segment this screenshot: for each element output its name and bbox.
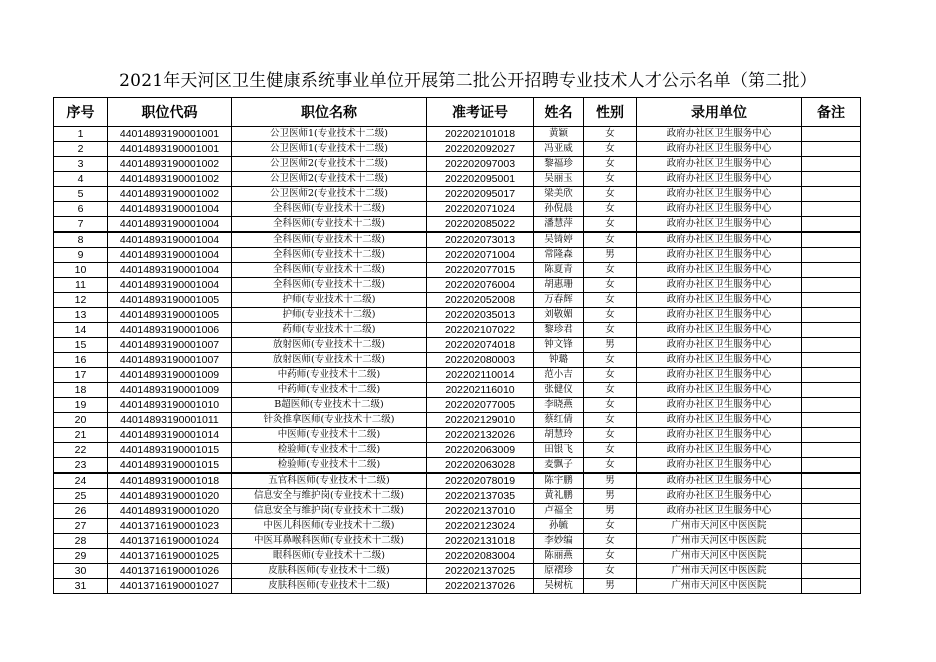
table-row	[54, 353, 861, 368]
position-code-cell: 44013716190001024	[108, 534, 232, 549]
gender-cell: 女	[584, 142, 637, 157]
position-name-cell: 全科医师(专业技术十二级)	[232, 278, 427, 293]
position-name-cell: 药师(专业技术十二级)	[232, 323, 427, 338]
gender-cell: 女	[584, 127, 637, 142]
exam-number-cell: 202202131018	[427, 534, 534, 549]
table-row	[54, 187, 861, 202]
exam-number-cell: 202202097003	[427, 157, 534, 172]
position-code-cell: 44014893190001006	[108, 323, 232, 338]
candidate-name-cell: 刘敬媚	[534, 308, 584, 323]
table-row	[54, 293, 861, 308]
header-cell: 序号	[54, 98, 108, 127]
position-code-cell: 44013716190001025	[108, 549, 232, 564]
position-code-cell: 44014893190001004	[108, 263, 232, 278]
candidate-name-cell: 冯亚威	[534, 142, 584, 157]
candidate-name-cell: 田银飞	[534, 443, 584, 458]
row-index-cell: 19	[54, 398, 108, 413]
exam-number-cell: 202202107022	[427, 323, 534, 338]
exam-number-cell: 202202074018	[427, 338, 534, 353]
exam-number-cell: 202202085022	[427, 217, 534, 233]
position-name-cell: 皮肤科医师(专业技术十二级)	[232, 564, 427, 579]
position-name-cell: 中医耳鼻喉科医师(专业技术十二级)	[232, 534, 427, 549]
candidate-name-cell: 陈夏青	[534, 263, 584, 278]
row-index-cell: 21	[54, 428, 108, 443]
exam-number-cell: 202202132026	[427, 428, 534, 443]
remark-cell	[802, 293, 861, 308]
candidate-name-cell: 胡惠珊	[534, 278, 584, 293]
hiring-unit-cell: 政府办社区卫生服务中心	[637, 413, 802, 428]
exam-number-cell: 202202078019	[427, 473, 534, 489]
hiring-unit-cell: 政府办社区卫生服务中心	[637, 398, 802, 413]
position-code-cell: 44014893190001001	[108, 127, 232, 142]
position-name-cell: 公卫医师2(专业技术十二级)	[232, 187, 427, 202]
hiring-unit-cell: 政府办社区卫生服务中心	[637, 202, 802, 217]
remark-cell	[802, 187, 861, 202]
row-index-cell: 22	[54, 443, 108, 458]
gender-cell: 女	[584, 308, 637, 323]
remark-cell	[802, 263, 861, 278]
table-row	[54, 217, 861, 233]
candidate-name-cell: 麦飘子	[534, 458, 584, 474]
position-code-cell: 44014893190001018	[108, 473, 232, 489]
candidate-name-cell: 潘慧萍	[534, 217, 584, 233]
remark-cell	[802, 413, 861, 428]
position-code-cell: 44014893190001009	[108, 368, 232, 383]
remark-cell	[802, 398, 861, 413]
hiring-unit-cell: 政府办社区卫生服务中心	[637, 293, 802, 308]
remark-cell	[802, 157, 861, 172]
row-index-cell: 30	[54, 564, 108, 579]
remark-cell	[802, 473, 861, 489]
exam-number-cell: 202202092027	[427, 142, 534, 157]
remark-cell	[802, 368, 861, 383]
gender-cell: 女	[584, 172, 637, 187]
exam-number-cell: 202202101018	[427, 127, 534, 142]
row-index-cell: 28	[54, 534, 108, 549]
table-row	[54, 489, 861, 504]
hiring-unit-cell: 政府办社区卫生服务中心	[637, 127, 802, 142]
gender-cell: 男	[584, 579, 637, 594]
exam-number-cell: 202202076004	[427, 278, 534, 293]
gender-cell: 女	[584, 232, 637, 248]
header-cell: 职位代码	[108, 98, 232, 127]
table-row	[54, 142, 861, 157]
hiring-unit-cell: 政府办社区卫生服务中心	[637, 368, 802, 383]
candidate-name-cell: 李晓燕	[534, 398, 584, 413]
row-index-cell: 20	[54, 413, 108, 428]
table-row	[54, 519, 861, 534]
gender-cell: 女	[584, 519, 637, 534]
remark-cell	[802, 549, 861, 564]
row-index-cell: 25	[54, 489, 108, 504]
gender-cell: 女	[584, 263, 637, 278]
position-code-cell: 44014893190001004	[108, 278, 232, 293]
hiring-unit-cell: 政府办社区卫生服务中心	[637, 338, 802, 353]
candidate-name-cell: 蔡红倩	[534, 413, 584, 428]
page-title: 2021年天河区卫生健康系统事业单位开展第二批公开招聘专业技术人才公示名单（第二批）	[119, 71, 817, 91]
candidate-name-cell: 黎福珍	[534, 157, 584, 172]
position-name-cell: 全科医师(专业技术十二级)	[232, 202, 427, 217]
position-code-cell: 44014893190001005	[108, 308, 232, 323]
position-name-cell: 中医儿科医师(专业技术十二级)	[232, 519, 427, 534]
table-row	[54, 202, 861, 217]
exam-number-cell: 202202095001	[427, 172, 534, 187]
gender-cell: 女	[584, 413, 637, 428]
hiring-unit-cell: 政府办社区卫生服务中心	[637, 248, 802, 263]
position-code-cell: 44014893190001020	[108, 489, 232, 504]
gender-cell: 女	[584, 293, 637, 308]
remark-cell	[802, 383, 861, 398]
remark-cell	[802, 579, 861, 594]
hiring-unit-cell: 政府办社区卫生服务中心	[637, 473, 802, 489]
position-code-cell: 44014893190001002	[108, 172, 232, 187]
gender-cell: 女	[584, 278, 637, 293]
exam-number-cell: 202202123024	[427, 519, 534, 534]
position-code-cell: 44014893190001007	[108, 353, 232, 368]
remark-cell	[802, 308, 861, 323]
row-index-cell: 26	[54, 504, 108, 519]
candidate-name-cell: 吴树杭	[534, 579, 584, 594]
remark-cell	[802, 217, 861, 233]
candidate-name-cell: 黄礼鹏	[534, 489, 584, 504]
header-cell: 性别	[584, 98, 637, 127]
gender-cell: 女	[584, 157, 637, 172]
position-name-cell: 中医师(专业技术十二级)	[232, 428, 427, 443]
exam-number-cell: 202202073013	[427, 232, 534, 248]
row-index-cell: 6	[54, 202, 108, 217]
position-name-cell: 信息安全与维护岗(专业技术十二级)	[232, 504, 427, 519]
gender-cell: 女	[584, 443, 637, 458]
table-row	[54, 443, 861, 458]
remark-cell	[802, 504, 861, 519]
candidate-name-cell: 钟文锋	[534, 338, 584, 353]
exam-number-cell: 202202137025	[427, 564, 534, 579]
position-code-cell: 44014893190001011	[108, 413, 232, 428]
position-code-cell: 44014893190001004	[108, 248, 232, 263]
position-name-cell: 公卫医师2(专业技术十二级)	[232, 157, 427, 172]
remark-cell	[802, 338, 861, 353]
row-index-cell: 4	[54, 172, 108, 187]
exam-number-cell: 202202063028	[427, 458, 534, 474]
gender-cell: 女	[584, 398, 637, 413]
candidate-name-cell: 梁美欣	[534, 187, 584, 202]
position-code-cell: 44014893190001007	[108, 338, 232, 353]
header-cell: 备注	[802, 98, 861, 127]
table-row	[54, 157, 861, 172]
remark-cell	[802, 232, 861, 248]
gender-cell: 女	[584, 428, 637, 443]
hiring-unit-cell: 政府办社区卫生服务中心	[637, 489, 802, 504]
hiring-unit-cell: 政府办社区卫生服务中心	[637, 187, 802, 202]
hiring-unit-cell: 政府办社区卫生服务中心	[637, 383, 802, 398]
header-cell: 录用单位	[637, 98, 802, 127]
candidate-name-cell: 陈宇鹏	[534, 473, 584, 489]
position-name-cell: 公卫医师2(专业技术十二级)	[232, 172, 427, 187]
remark-cell	[802, 202, 861, 217]
remark-cell	[802, 443, 861, 458]
candidate-name-cell: 李妙编	[534, 534, 584, 549]
exam-number-cell: 202202071024	[427, 202, 534, 217]
position-name-cell: 放射医师(专业技术十二级)	[232, 338, 427, 353]
candidate-name-cell: 原褶珍	[534, 564, 584, 579]
candidate-name-cell: 吴丽玉	[534, 172, 584, 187]
row-index-cell: 14	[54, 323, 108, 338]
table-row	[54, 278, 861, 293]
exam-number-cell: 202202095017	[427, 187, 534, 202]
hiring-unit-cell: 政府办社区卫生服务中心	[637, 458, 802, 474]
remark-cell	[802, 489, 861, 504]
table-row	[54, 323, 861, 338]
hiring-unit-cell: 广州市天河区中医医院	[637, 549, 802, 564]
exam-number-cell: 202202116010	[427, 383, 534, 398]
table-row	[54, 248, 861, 263]
gender-cell: 女	[584, 202, 637, 217]
remark-cell	[802, 428, 861, 443]
gender-cell: 女	[584, 353, 637, 368]
exam-number-cell: 202202071004	[427, 248, 534, 263]
exam-number-cell: 202202129010	[427, 413, 534, 428]
position-code-cell: 44014893190001014	[108, 428, 232, 443]
table-row	[54, 127, 861, 142]
gender-cell: 女	[584, 323, 637, 338]
position-name-cell: 护师(专业技术十二级)	[232, 308, 427, 323]
position-code-cell: 44014893190001009	[108, 383, 232, 398]
position-name-cell: 全科医师(专业技术十二级)	[232, 263, 427, 278]
exam-number-cell: 202202110014	[427, 368, 534, 383]
position-name-cell: 护师(专业技术十二级)	[232, 293, 427, 308]
row-index-cell: 12	[54, 293, 108, 308]
position-code-cell: 44013716190001026	[108, 564, 232, 579]
position-code-cell: 44013716190001023	[108, 519, 232, 534]
remark-cell	[802, 458, 861, 474]
hiring-unit-cell: 政府办社区卫生服务中心	[637, 308, 802, 323]
remark-cell	[802, 172, 861, 187]
gender-cell: 男	[584, 338, 637, 353]
hiring-unit-cell: 政府办社区卫生服务中心	[637, 263, 802, 278]
position-code-cell: 44014893190001004	[108, 217, 232, 233]
header-cell: 准考证号	[427, 98, 534, 127]
row-index-cell: 23	[54, 458, 108, 474]
exam-number-cell: 202202035013	[427, 308, 534, 323]
gender-cell: 男	[584, 473, 637, 489]
exam-number-cell: 202202137010	[427, 504, 534, 519]
table-row	[54, 413, 861, 428]
remark-cell	[802, 127, 861, 142]
position-name-cell: 五官科医师(专业技术十二级)	[232, 473, 427, 489]
gender-cell: 女	[584, 217, 637, 233]
hiring-unit-cell: 政府办社区卫生服务中心	[637, 172, 802, 187]
candidate-name-cell: 万春辉	[534, 293, 584, 308]
position-name-cell: 眼科医师(专业技术十二级)	[232, 549, 427, 564]
position-code-cell: 44014893190001004	[108, 202, 232, 217]
header-row	[54, 98, 861, 127]
remark-cell	[802, 564, 861, 579]
position-code-cell: 44014893190001005	[108, 293, 232, 308]
candidate-name-cell: 胡慧玲	[534, 428, 584, 443]
table-row	[54, 338, 861, 353]
row-index-cell: 8	[54, 232, 108, 248]
hiring-unit-cell: 政府办社区卫生服务中心	[637, 142, 802, 157]
position-name-cell: 针灸推拿医师(专业技术十二级)	[232, 413, 427, 428]
hiring-unit-cell: 政府办社区卫生服务中心	[637, 353, 802, 368]
header-cell: 姓名	[534, 98, 584, 127]
row-index-cell: 2	[54, 142, 108, 157]
hiring-unit-cell: 政府办社区卫生服务中心	[637, 504, 802, 519]
row-index-cell: 13	[54, 308, 108, 323]
table-row	[54, 428, 861, 443]
table-row	[54, 534, 861, 549]
position-name-cell: 检验师(专业技术十二级)	[232, 443, 427, 458]
gender-cell: 男	[584, 489, 637, 504]
row-index-cell: 27	[54, 519, 108, 534]
hiring-unit-cell: 政府办社区卫生服务中心	[637, 217, 802, 233]
table-row	[54, 263, 861, 278]
hiring-unit-cell: 政府办社区卫生服务中心	[637, 428, 802, 443]
gender-cell: 女	[584, 564, 637, 579]
position-name-cell: 全科医师(专业技术十二级)	[232, 217, 427, 233]
candidate-name-cell: 孙毓	[534, 519, 584, 534]
remark-cell	[802, 142, 861, 157]
candidate-name-cell: 黄颖	[534, 127, 584, 142]
gender-cell: 女	[584, 383, 637, 398]
row-index-cell: 15	[54, 338, 108, 353]
exam-number-cell: 202202080003	[427, 353, 534, 368]
row-index-cell: 24	[54, 473, 108, 489]
candidate-name-cell: 孙倪晨	[534, 202, 584, 217]
exam-number-cell: 202202077005	[427, 398, 534, 413]
hiring-unit-cell: 广州市天河区中医医院	[637, 519, 802, 534]
exam-number-cell: 202202063009	[427, 443, 534, 458]
table-row	[54, 232, 861, 248]
table-row	[54, 398, 861, 413]
candidate-name-cell: 黎珍君	[534, 323, 584, 338]
remark-cell	[802, 519, 861, 534]
gender-cell: 男	[584, 504, 637, 519]
remark-cell	[802, 278, 861, 293]
position-name-cell: 中药师(专业技术十二级)	[232, 368, 427, 383]
table-row	[54, 368, 861, 383]
position-code-cell: 44013716190001027	[108, 579, 232, 594]
table-row	[54, 564, 861, 579]
row-index-cell: 31	[54, 579, 108, 594]
remark-cell	[802, 323, 861, 338]
row-index-cell: 10	[54, 263, 108, 278]
position-code-cell: 44014893190001015	[108, 443, 232, 458]
row-index-cell: 9	[54, 248, 108, 263]
row-index-cell: 11	[54, 278, 108, 293]
gender-cell: 男	[584, 248, 637, 263]
position-code-cell: 44014893190001015	[108, 458, 232, 474]
table-row	[54, 579, 861, 594]
exam-number-cell: 202202137026	[427, 579, 534, 594]
candidate-name-cell: 陈丽燕	[534, 549, 584, 564]
table-row	[54, 549, 861, 564]
exam-number-cell: 202202137035	[427, 489, 534, 504]
header-cell: 职位名称	[232, 98, 427, 127]
position-name-cell: B超医师(专业技术十二级)	[232, 398, 427, 413]
position-name-cell: 检验师(专业技术十二级)	[232, 458, 427, 474]
hiring-unit-cell: 政府办社区卫生服务中心	[637, 278, 802, 293]
exam-number-cell: 202202083004	[427, 549, 534, 564]
row-index-cell: 7	[54, 217, 108, 233]
hiring-unit-cell: 政府办社区卫生服务中心	[637, 232, 802, 248]
position-name-cell: 皮肤科医师(专业技术十二级)	[232, 579, 427, 594]
position-name-cell: 放射医师(专业技术十二级)	[232, 353, 427, 368]
row-index-cell: 5	[54, 187, 108, 202]
position-code-cell: 44014893190001010	[108, 398, 232, 413]
candidate-name-cell: 张健仪	[534, 383, 584, 398]
gender-cell: 女	[584, 458, 637, 474]
table-row	[54, 458, 861, 474]
row-index-cell: 16	[54, 353, 108, 368]
hiring-unit-cell: 广州市天河区中医医院	[637, 564, 802, 579]
candidate-name-cell: 钟璐	[534, 353, 584, 368]
hiring-unit-cell: 广州市天河区中医医院	[637, 579, 802, 594]
candidate-name-cell: 范小吉	[534, 368, 584, 383]
hiring-unit-cell: 政府办社区卫生服务中心	[637, 323, 802, 338]
row-index-cell: 17	[54, 368, 108, 383]
row-index-cell: 1	[54, 127, 108, 142]
row-index-cell: 29	[54, 549, 108, 564]
position-name-cell: 中药师(专业技术十二级)	[232, 383, 427, 398]
gender-cell: 女	[584, 534, 637, 549]
exam-number-cell: 202202052008	[427, 293, 534, 308]
remark-cell	[802, 248, 861, 263]
position-code-cell: 44014893190001001	[108, 142, 232, 157]
gender-cell: 女	[584, 549, 637, 564]
position-code-cell: 44014893190001004	[108, 232, 232, 248]
position-code-cell: 44014893190001002	[108, 187, 232, 202]
remark-cell	[802, 534, 861, 549]
position-name-cell: 信息安全与维护岗(专业技术十二级)	[232, 489, 427, 504]
remark-cell	[802, 353, 861, 368]
position-name-cell: 公卫医师1(专业技术十二级)	[232, 127, 427, 142]
position-code-cell: 44014893190001020	[108, 504, 232, 519]
position-name-cell: 全科医师(专业技术十二级)	[232, 232, 427, 248]
result-table	[53, 97, 861, 594]
hiring-unit-cell: 政府办社区卫生服务中心	[637, 443, 802, 458]
position-name-cell: 公卫医师1(专业技术十二级)	[232, 142, 427, 157]
table-row	[54, 308, 861, 323]
table-row	[54, 172, 861, 187]
candidate-name-cell: 常隆森	[534, 248, 584, 263]
table-row	[54, 383, 861, 398]
candidate-name-cell: 吴锜婷	[534, 232, 584, 248]
hiring-unit-cell: 广州市天河区中医医院	[637, 534, 802, 549]
candidate-name-cell: 卢福全	[534, 504, 584, 519]
hiring-unit-cell: 政府办社区卫生服务中心	[637, 157, 802, 172]
row-index-cell: 3	[54, 157, 108, 172]
position-code-cell: 44014893190001002	[108, 157, 232, 172]
gender-cell: 女	[584, 368, 637, 383]
table-row	[54, 473, 861, 489]
gender-cell: 女	[584, 187, 637, 202]
row-index-cell: 18	[54, 383, 108, 398]
position-name-cell: 全科医师(专业技术十二级)	[232, 248, 427, 263]
exam-number-cell: 202202077015	[427, 263, 534, 278]
table-row	[54, 504, 861, 519]
